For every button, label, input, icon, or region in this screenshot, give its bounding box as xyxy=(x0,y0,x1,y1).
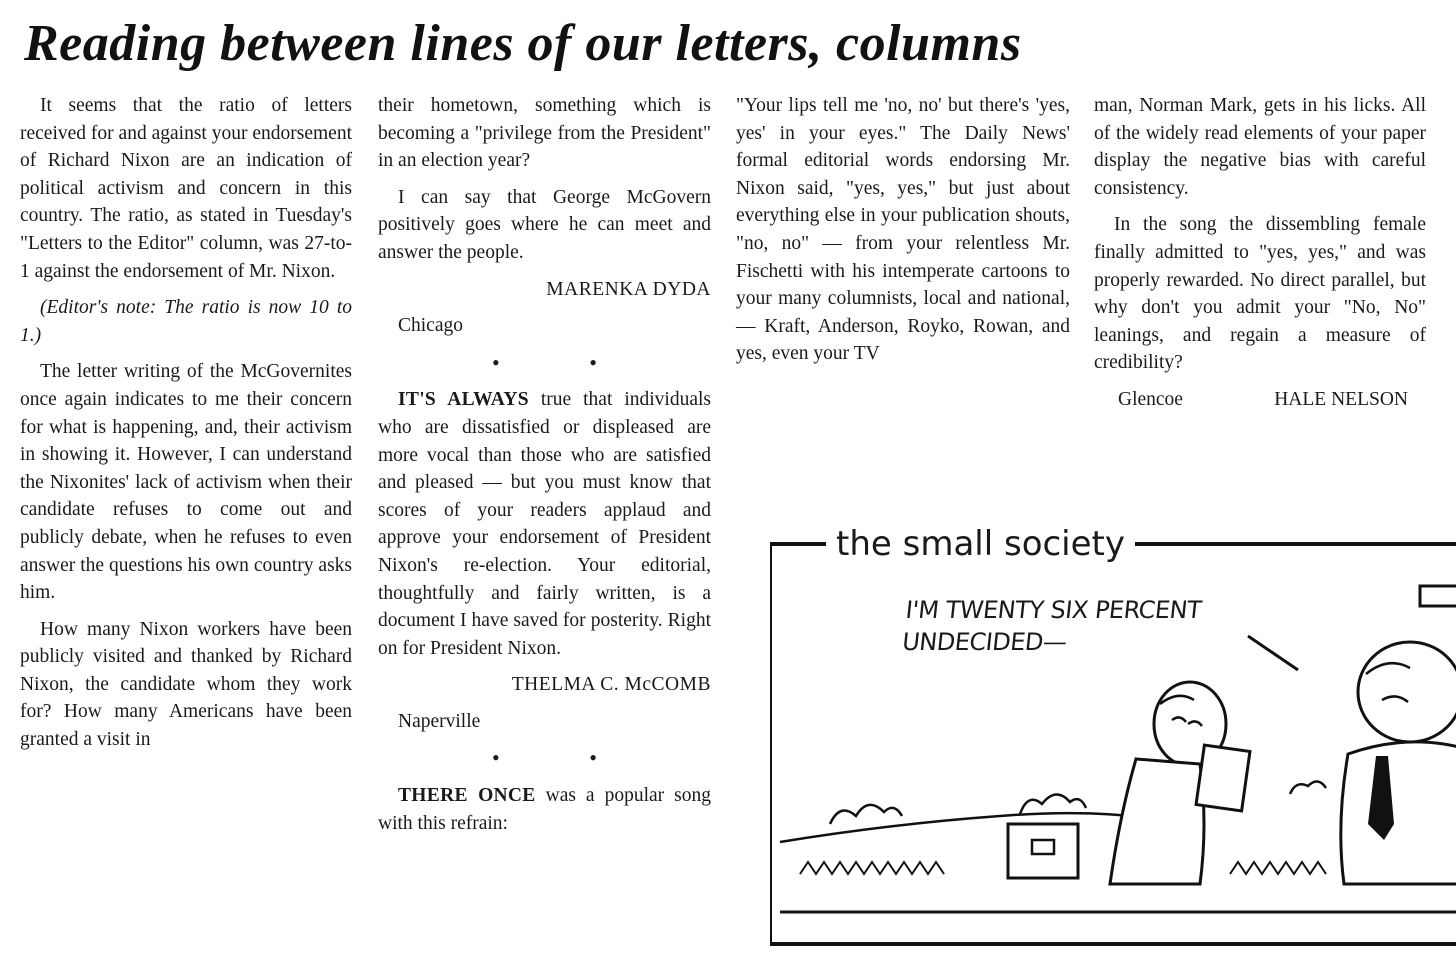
headline: Reading between lines of our letters, columns xyxy=(24,15,1022,72)
letter-signoff xyxy=(1094,386,1426,414)
letter-paragraph: The letter writing of the McGovernites once again indicates to me their concern for what is happening, and, their activism in showing it. However, I can understand the Nixonites' lack of activism when their candidate refuses to come out and publicly debate, when he refuses to even answer the questions his own country asks him. xyxy=(20,361,352,604)
letters-column-3 xyxy=(736,92,1070,377)
comic-drawing xyxy=(770,524,1456,946)
section-divider: • • xyxy=(492,349,639,375)
paragraph-body: was a popular song with this refrain: xyxy=(378,785,711,834)
speech-line: UNDECIDED— xyxy=(900,628,1068,656)
letter-paragraph: How many Nixon workers have been publicly visited and thanked by Richard Nixon, the candidate whom they work for? How many Americans have been granted a visit in xyxy=(20,618,352,751)
comic-title: the small society xyxy=(826,524,1135,564)
letter-city: Chicago xyxy=(398,315,463,337)
letter-paragraph: man, Norman Mark, gets in his licks. All of the widely read elements of your paper display the negative bias with careful consistency. xyxy=(1094,95,1426,199)
letters-column-4 xyxy=(1094,92,1426,414)
letter-paragraph: their hometown, something which is becoming a "privilege from the President" in an election year? xyxy=(378,95,711,172)
letter-paragraph: I can say that George McGovern positively goes where he can meet and answer the people. xyxy=(378,186,711,263)
speech-line: I'M TWENTY SIX PERCENT xyxy=(904,596,1203,624)
letter-city: Naperville xyxy=(398,710,481,732)
comic-strip xyxy=(770,524,1456,946)
letter-city: Glencoe xyxy=(1118,388,1183,410)
letter-paragraph: "Your lips tell me 'no, no' but there's 'yes, yes' in your eyes." The Daily News' formal editorial words endorsing Mr. Nixon said, "yes, yes," but just about everything else in your publication shouts, "no, no" — from your relentless Mr. Fischetti with his intemperate cartoons to your many columnists, local and national, — Kraft, Anderson, Royko, Rowan, and yes, even your TV xyxy=(736,95,1070,365)
paragraph-body: true that individuals who are dissatisfied or displeased are more vocal than those who are satisfied and pleased — but you must know that scores of your readers applaud and approve your endorsement of President Nixon's re-election. Your editorial, thoughtfully and fairly written, is a document I have saved for posterity. Right on for President Nixon. xyxy=(378,389,711,659)
letter-paragraph: It seems that the ratio of letters received for and against your endorsement of Richard Nixon are an indication of political activism and concern in this country. The ratio, as stated in Tuesday's "Letters to the Editor" column, was 27-to-1 against the endorsement of Mr. Nixon. xyxy=(20,95,352,282)
letter-signature: HALE NELSON xyxy=(1274,388,1408,410)
letters-column-1 xyxy=(20,92,352,763)
paragraph-lead: THERE ONCE xyxy=(398,785,536,807)
section-divider: • • xyxy=(492,745,639,771)
letter-paragraph xyxy=(378,782,711,837)
letter-signature: THELMA C. McCOMB xyxy=(511,674,711,696)
letters-column-2 xyxy=(378,92,711,846)
paragraph-lead: IT'S ALWAYS xyxy=(398,389,529,411)
letter-paragraph: In the song the dissembling female finally admitted to "yes, yes," and was properly rewarded. No direct parallel, but why don't you admit your "No, No" leanings, and regain a measure of credibility? xyxy=(1094,214,1426,374)
editors-note: (Editor's note: The ratio is now 10 to 1.) xyxy=(20,297,352,346)
letter-signature: MARENKA DYDA xyxy=(546,278,711,300)
letter-paragraph xyxy=(378,386,711,662)
speech-balloon-text xyxy=(901,594,1203,658)
